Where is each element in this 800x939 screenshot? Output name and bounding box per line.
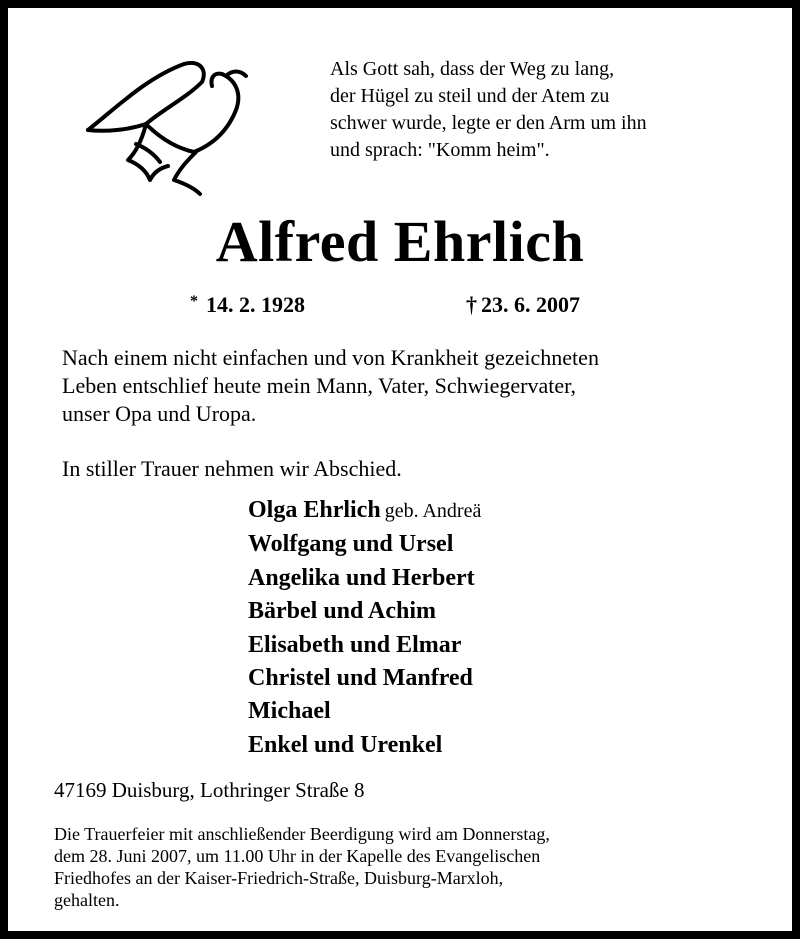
survivor-name: Olga Ehrlich <box>248 497 381 523</box>
survivor-item: Wolfgang und Ursel <box>248 531 454 558</box>
death-date: 23. 6. 2007 <box>481 292 580 317</box>
birth-date: 14. 2. 1928 <box>206 292 305 317</box>
funeral-info <box>54 823 784 911</box>
survivor-item: Enkel und Urenkel <box>248 731 443 758</box>
birth-symbol: * <box>190 293 198 310</box>
verse-line: und sprach: "Komm heim". <box>330 139 550 161</box>
intro-line: Nach einem nicht einfachen und von Krankheit gezeichneten <box>62 345 599 370</box>
birth-date-line <box>190 292 305 318</box>
survivor-maiden-name: geb. Andreä <box>384 500 482 522</box>
deceased-name: Alfred Ehrlich <box>215 209 585 274</box>
survivor-item: Bärbel und Achim <box>248 598 437 625</box>
survivor-item: Angelika und Herbert <box>248 564 475 591</box>
survivor-item <box>248 494 481 528</box>
funeral-line: dem 28. Juni 2007, um 11.00 Uhr in der Kapelle des Evangelischen <box>54 846 541 866</box>
funeral-line: Friedhofes an der Kaiser-Friedrich-Straße, Duisburg-Marxloh, <box>54 868 504 888</box>
verse <box>330 56 770 164</box>
funeral-line: Die Trauerfeier mit anschließender Beerdigung wird am Donnerstag, <box>54 824 550 844</box>
survivor-item: Elisabeth und Elmar <box>248 631 462 658</box>
survivor-item: Michael <box>248 698 331 725</box>
verse-line: schwer wurde, legte er den Arm um ihn <box>330 112 647 134</box>
dove-icon <box>76 48 256 203</box>
cross-icon: † <box>466 292 477 317</box>
intro-line: unser Opa und Uropa. <box>62 401 257 426</box>
survivor-item: Christel und Manfred <box>248 665 473 692</box>
mourning-text: In stiller Trauer nehmen wir Abschied. <box>62 456 402 481</box>
intro-text <box>62 344 782 428</box>
address: 47169 Duisburg, Lothringer Straße 8 <box>54 778 365 802</box>
verse-line: der Hügel zu steil und der Atem zu <box>330 85 610 107</box>
survivors-list <box>248 494 481 762</box>
intro-line: Leben entschlief heute mein Mann, Vater, Schwiegervater, <box>62 373 577 398</box>
verse-line: Als Gott sah, dass der Weg zu lang, <box>330 58 615 80</box>
funeral-line: gehalten. <box>54 890 120 910</box>
death-date-line <box>466 292 580 318</box>
